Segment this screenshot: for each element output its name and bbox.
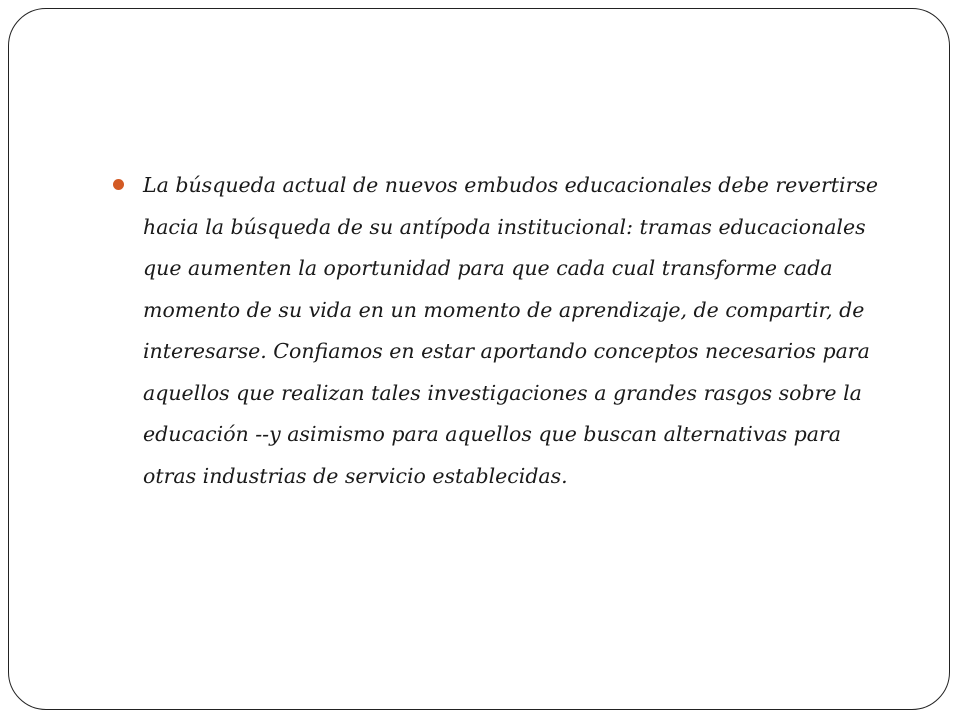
bullet-item [113, 165, 903, 497]
bullet-dot-icon [113, 179, 124, 190]
slide-body [113, 165, 903, 497]
bullet-text: La búsqueda actual de nuevos embudos educacionales debe revertirse hacia la búsqueda de su antípoda institucional: tramas educacionales que aumenten la oportunidad para que cada cual transforme cada momento de su vida en un momento de aprendizaje, de compartir, de interesarse. Confiamos en estar aportando conceptos necesarios para aquellos que realizan tales investigaciones a grandes rasgos sobre la educación --y asimismo para aquellos que buscan alternativas para otras industrias de servicio establecidas. [143, 173, 879, 488]
slide-frame [8, 8, 950, 710]
